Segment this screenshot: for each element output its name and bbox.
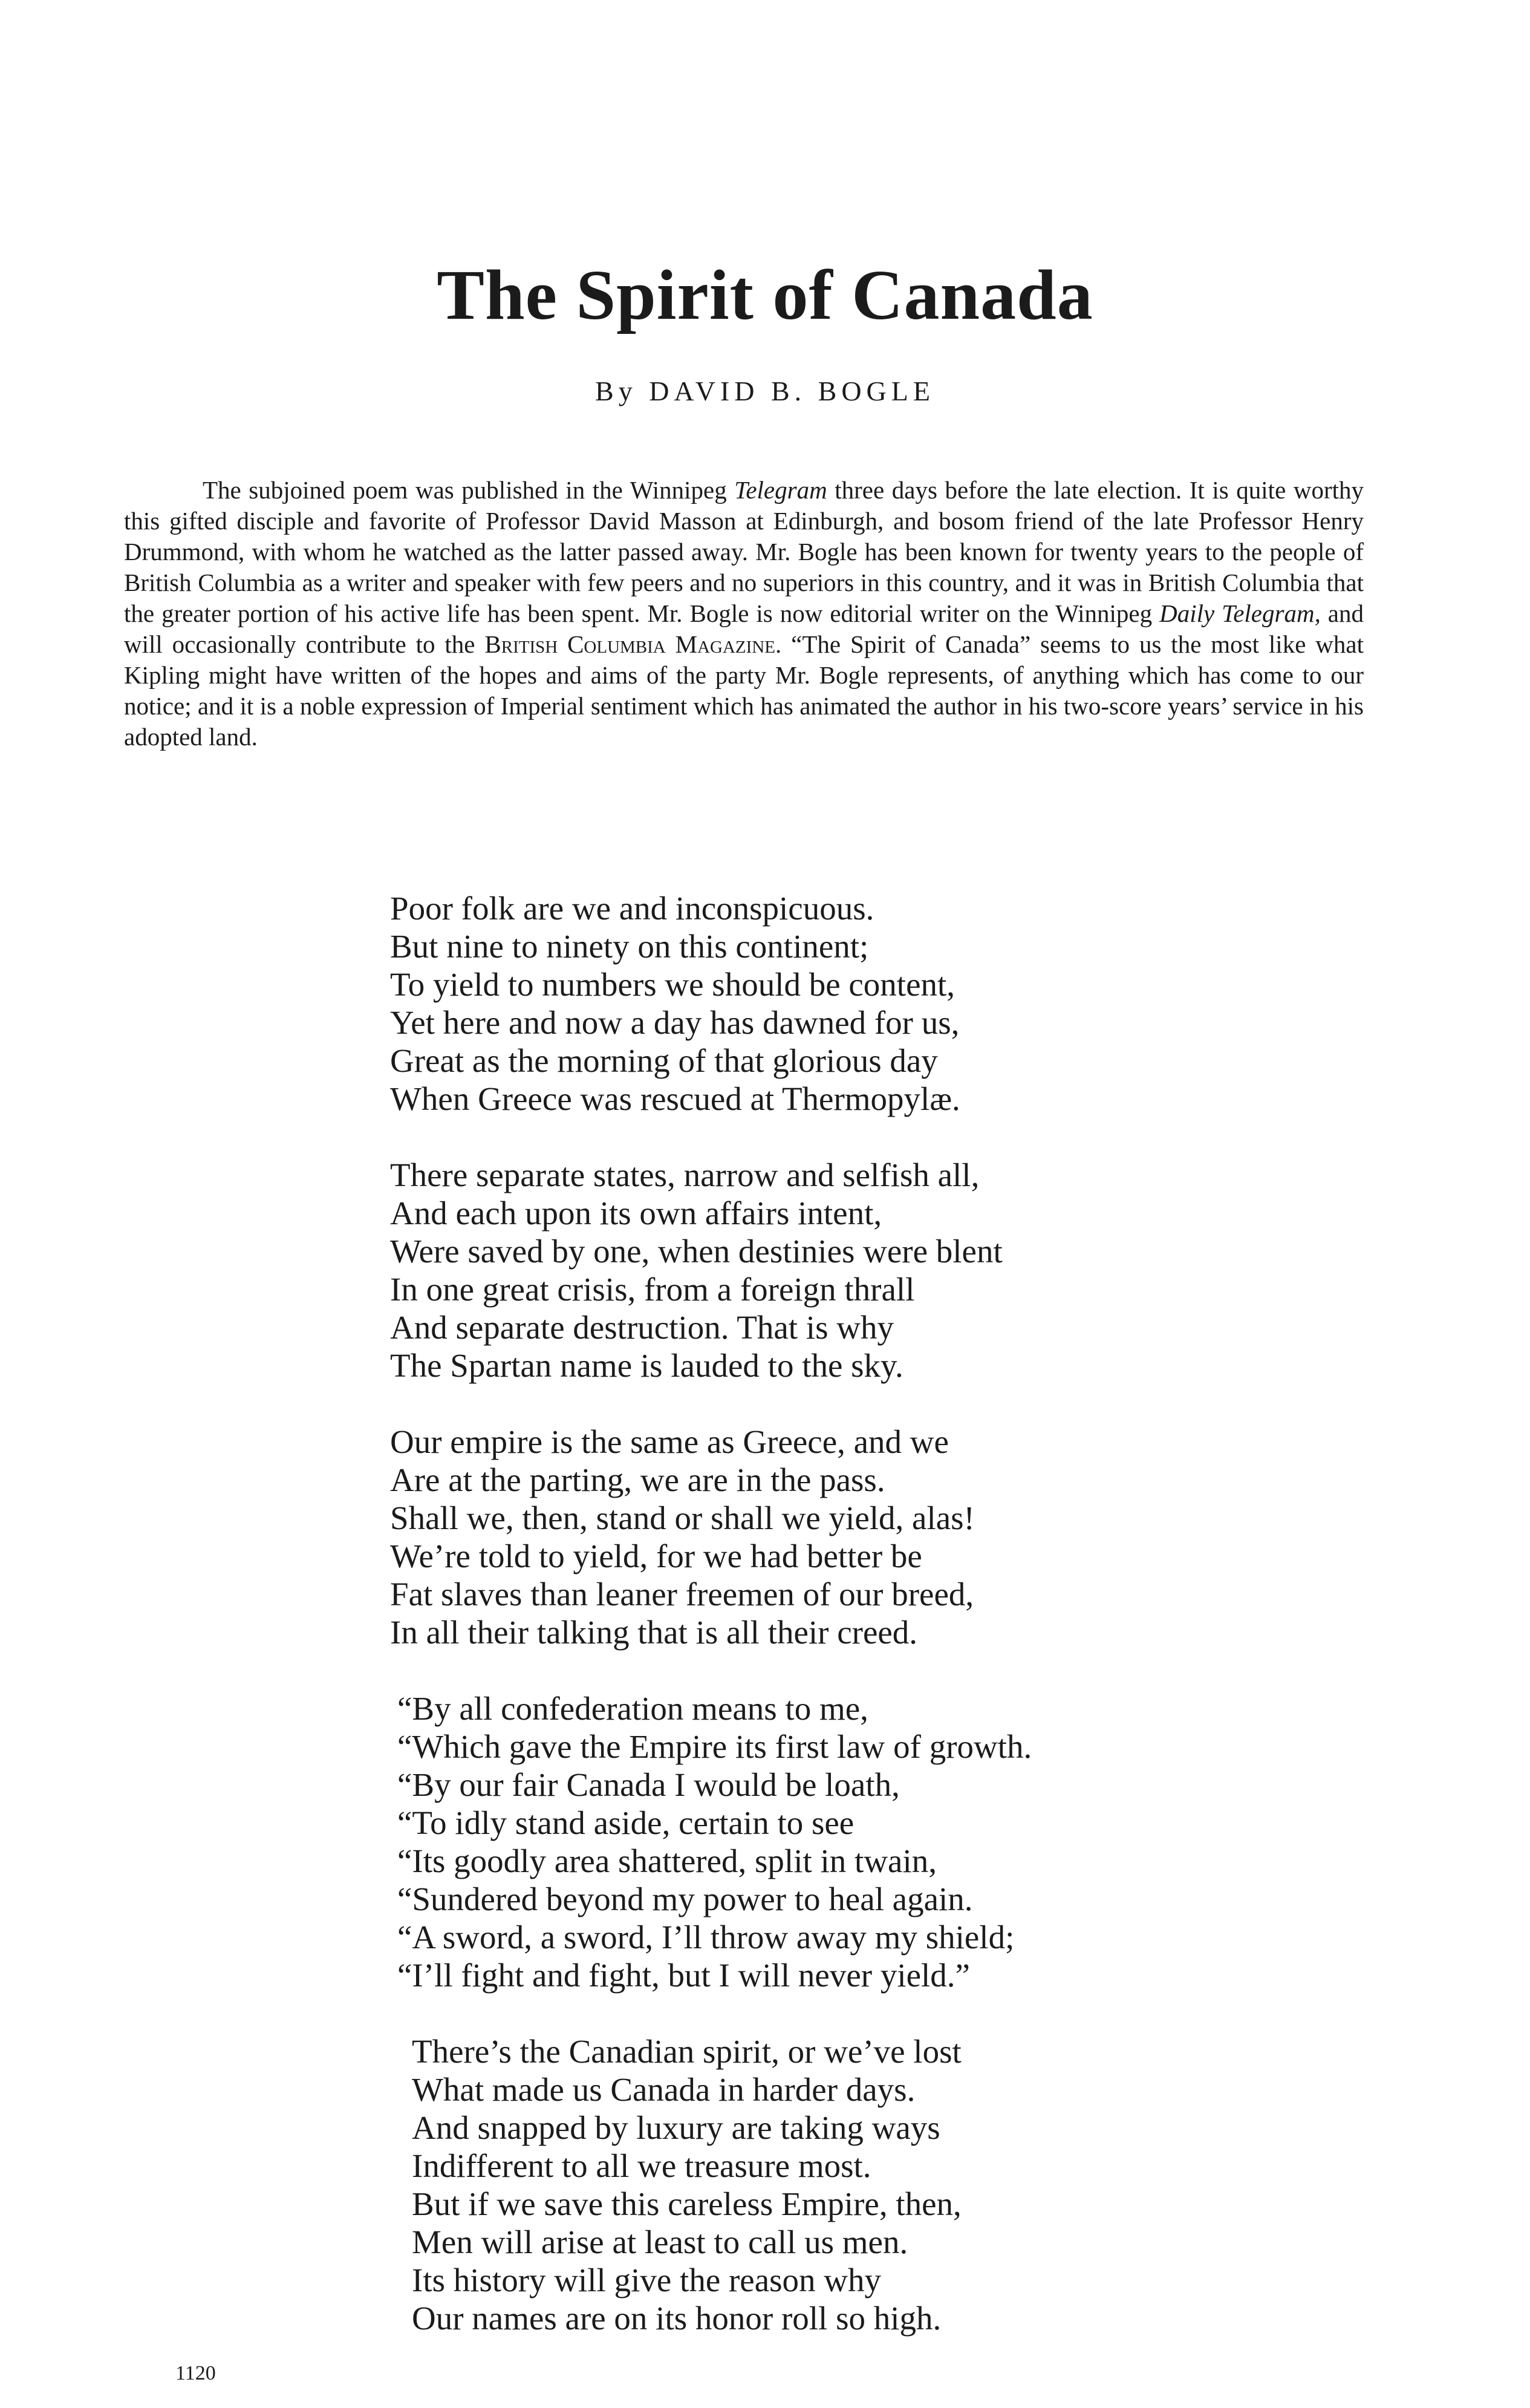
poem-line: There’s the Canadian spirit, or we’ve lost [412, 2033, 962, 2070]
poem-line: Poor folk are we and inconspicuous. [390, 890, 874, 927]
poem-line: To yield to numbers we should be content, [390, 966, 955, 1003]
poem-line: Yet here and now a day has dawned for us, [390, 1004, 960, 1041]
intro-em-daily-telegram: Daily Telegram, [1159, 599, 1321, 627]
poem-line: Were saved by one, when destinies were blent [390, 1233, 1003, 1270]
poem-line: Fat slaves than leaner freemen of our breed, [390, 1576, 974, 1613]
poem-line: “A sword, a sword, I’ll throw away my shield; [397, 1919, 1015, 1956]
byline: By DAVID B. BOGLE [595, 376, 935, 406]
poem-line: There separate states, narrow and selfish all, [390, 1157, 980, 1193]
poem-line: “Sundered beyond my power to heal again. [397, 1881, 973, 1917]
poem-line: In all their talking that is all their creed. [390, 1614, 918, 1651]
poem-line: “By all confederation means to me, [397, 1690, 868, 1727]
poem-line: And snapped by luxury are taking ways [412, 2109, 940, 2146]
stanza-4 [390, 1689, 1388, 1994]
intro-text-2: three days before the late election. It is quite worthy this gifted disciple and favorite of Professor David Masson at Edinburgh, and bosom friend of the late Professor Henry Drummond, with whom he watched as the latter passed away. Mr. Bogle has been known for twenty years to the people of British Columbia as a writer and speaker with few peers and no superiors in this country, and it was in British Columbia that the greater portion of his active life has been spent. Mr. Bogle is now editorial writer on the Winnipeg [124, 476, 1364, 627]
intro-text-3: and will occasionally contribute to the [124, 599, 1364, 658]
poem-line: We’re told to yield, for we had better be [390, 1538, 922, 1574]
poem-line: Shall we, then, stand or shall we yield, alas! [390, 1499, 975, 1536]
intro-text-1: The subjoined poem was published in the Winnipeg [203, 476, 735, 504]
poem-line: When Greece was rescued at Thermopylæ. [390, 1080, 960, 1117]
poem-line: But if we save this careless Empire, then, [412, 2185, 962, 2222]
poem-line: Are at the parting, we are in the pass. [390, 1461, 885, 1498]
article-title: The Spirit of Canada [437, 255, 1093, 334]
poem-line: “Which gave the Empire its first law of growth. [397, 1728, 1032, 1765]
stanza-1 [390, 889, 1388, 1118]
poem-line: But nine to ninety on this continent; [390, 928, 869, 965]
poem-line: The Spartan name is lauded to the sky. [390, 1347, 903, 1384]
stanza-2 [390, 1156, 1388, 1385]
poem-line: Our names are on its honor roll so high. [412, 2300, 942, 2337]
stanza-3 [390, 1423, 1388, 1651]
poem-line: “Its goodly area shattered, split in twain, [397, 1842, 937, 1879]
poem-line: Our empire is the same as Greece, and we [390, 1423, 949, 1460]
intro-magazine-name: British Columbia Magazine. [484, 630, 782, 658]
poem-line: And each upon its own affairs intent, [390, 1195, 882, 1232]
page-number: 1120 [175, 2362, 216, 2384]
poem-line: In one great crisis, from a foreign thrall [390, 1271, 915, 1308]
poem-line: “By our fair Canada I would be loath, [397, 1766, 900, 1803]
poem-line: Indifferent to all we treasure most. [412, 2147, 871, 2184]
stanza-5 [390, 2032, 1388, 2337]
poem-line: Great as the morning of that glorious day [390, 1042, 938, 1079]
poem-line: And separate destruction. That is why [390, 1309, 894, 1346]
poem-line: What made us Canada in harder days. [412, 2071, 916, 2108]
intro-em-telegram: Telegram [734, 476, 827, 504]
intro-paragraph [124, 475, 1364, 752]
poem-line: “I’ll fight and fight, but I will never yield.” [397, 1957, 970, 1994]
poem-line: Its history will give the reason why [412, 2262, 881, 2299]
poem-line: Men will arise at least to call us men. [412, 2224, 908, 2260]
poem-line: “To idly stand aside, certain to see [397, 1804, 855, 1841]
poem [390, 889, 1388, 2375]
intro-text-4: “The Spirit of Canada” seems to us the most like what Kipling might have written of the hopes and aims of the party Mr. Bogle represents, of anything which has come to our notice; and it is a noble expression of Imperial sentiment which has animated the author in his two-score years’ service in his adopted land. [124, 630, 1364, 751]
